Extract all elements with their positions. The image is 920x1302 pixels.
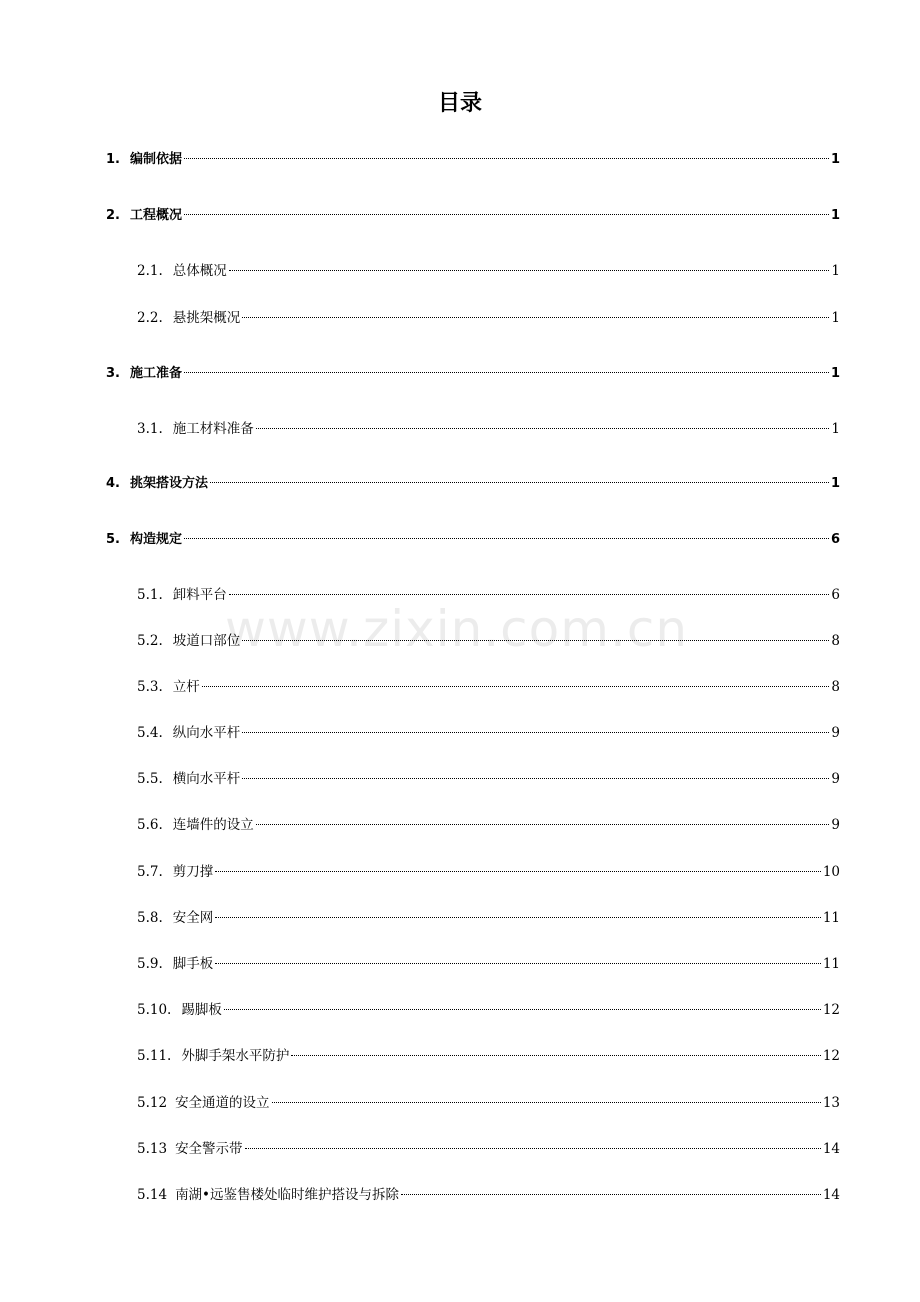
toc-number: 1.	[106, 152, 120, 167]
toc-number: 5.10.	[137, 1002, 172, 1018]
toc-leader-dots	[229, 270, 830, 271]
toc-entry-5-6[interactable]	[137, 815, 840, 835]
toc-leader-dots	[242, 317, 829, 318]
toc-entry-5-9[interactable]	[137, 954, 840, 974]
toc-leader-dots	[256, 824, 830, 825]
toc-text: 安全网	[172, 910, 214, 926]
toc-number: 3.1.	[137, 421, 163, 437]
toc-number: 5.9.	[137, 956, 163, 972]
toc-page-number: 9	[831, 817, 840, 833]
toc-number: 3.	[106, 366, 120, 381]
toc-entry-5-12[interactable]	[137, 1093, 840, 1113]
toc-text: 总体概况	[172, 263, 227, 279]
toc-leader-dots	[242, 778, 829, 779]
toc-text: 施工准备	[129, 366, 182, 381]
toc-leader-dots	[242, 640, 829, 641]
toc-number: 5.2.	[137, 633, 163, 649]
toc-entry-5-13[interactable]	[137, 1139, 840, 1159]
toc-page-number: 14	[822, 1141, 840, 1157]
toc-leader-dots	[256, 428, 830, 429]
toc-entry-3[interactable]	[106, 364, 840, 384]
toc-number: 5.13	[137, 1141, 168, 1157]
toc-page-number: 9	[831, 771, 840, 787]
toc-page-number: 1	[830, 208, 840, 223]
toc-page-number: 13	[822, 1095, 840, 1111]
toc-text: 脚手板	[172, 956, 214, 972]
toc-page-number: 1	[831, 421, 840, 437]
toc-text: 安全警示带	[175, 1141, 243, 1157]
toc-number: 4.	[106, 476, 120, 491]
toc-page-number: 1	[831, 263, 840, 279]
toc-entry-5-2[interactable]	[137, 631, 840, 651]
toc-number: 5.12	[137, 1095, 168, 1111]
toc-text: 坡道口部位	[172, 633, 241, 649]
toc-entry-1[interactable]	[106, 150, 840, 170]
toc-number: 5.	[106, 532, 120, 547]
toc-page-number: 12	[822, 1048, 840, 1064]
toc-number: 5.7.	[137, 864, 163, 880]
toc-text: 剪刀撑	[172, 864, 214, 880]
toc-leader-dots	[184, 158, 829, 159]
toc-page-number: 9	[831, 725, 840, 741]
toc-entry-5-5[interactable]	[137, 769, 840, 789]
toc-leader-dots	[210, 482, 829, 483]
toc-text: 悬挑架概况	[172, 310, 241, 326]
toc-entry-5-1[interactable]	[137, 585, 840, 605]
toc-number: 5.8.	[137, 910, 163, 926]
toc-text: 编制依据	[129, 152, 182, 167]
toc-page-number: 1	[831, 310, 840, 326]
toc-number: 5.5.	[137, 771, 163, 787]
toc-text: 纵向水平杆	[172, 725, 241, 741]
toc-entry-5-10[interactable]	[137, 1000, 840, 1020]
toc-page-number: 11	[822, 910, 840, 926]
toc-entry-5-7[interactable]	[137, 862, 840, 882]
toc-leader-dots	[184, 214, 829, 215]
toc-entry-5-8[interactable]	[137, 908, 840, 928]
toc-text: 立杆	[172, 679, 200, 695]
toc-text: 工程概况	[129, 208, 182, 223]
toc-number: 5.4.	[137, 725, 163, 741]
toc-number: 2.1.	[137, 263, 163, 279]
toc-leader-dots	[184, 372, 829, 373]
toc-text: 横向水平杆	[172, 771, 241, 787]
toc-number: 5.1.	[137, 587, 163, 603]
toc-leader-dots	[245, 1148, 821, 1149]
toc-page-number: 1	[830, 366, 840, 381]
toc-text: 踢脚板	[181, 1002, 222, 1018]
toc-page-number: 8	[831, 633, 840, 649]
toc-entry-5-11[interactable]	[137, 1046, 840, 1066]
toc-entry-5[interactable]	[106, 530, 840, 550]
toc-page-number: 1	[830, 476, 840, 491]
toc-leader-dots	[215, 917, 821, 918]
toc-entry-3-1[interactable]	[137, 419, 840, 439]
toc-leader-dots	[242, 732, 829, 733]
toc-entry-5-14[interactable]	[137, 1185, 840, 1205]
toc-entry-2-1[interactable]	[137, 261, 840, 281]
toc-page-number: 8	[831, 679, 840, 695]
toc-entry-2[interactable]	[106, 206, 840, 226]
toc-number: 5.11.	[137, 1048, 172, 1064]
toc-number: 2.2.	[137, 310, 163, 326]
toc-number: 5.14	[137, 1187, 168, 1203]
toc-leader-dots	[224, 1009, 821, 1010]
toc-entry-2-2[interactable]	[137, 308, 840, 328]
toc-leader-dots	[229, 594, 830, 595]
toc-page-number: 11	[822, 956, 840, 972]
toc-leader-dots	[202, 686, 830, 687]
watermark: www.zixin.com.cn	[225, 600, 689, 658]
toc-entry-4[interactable]	[106, 474, 840, 494]
toc-text: 卸料平台	[172, 587, 227, 603]
toc-leader-dots	[215, 871, 821, 872]
toc-page-number: 6	[831, 587, 840, 603]
toc-entry-5-4[interactable]	[137, 723, 840, 743]
toc-number: 5.3.	[137, 679, 163, 695]
toc-text: 挑架搭设方法	[129, 476, 208, 491]
toc-leader-dots	[215, 963, 821, 964]
toc-leader-dots	[291, 1055, 820, 1056]
toc-page-number: 1	[830, 152, 840, 167]
toc-leader-dots	[401, 1194, 821, 1195]
toc-text: 南湖•远鉴售楼处临时维护搭设与拆除	[175, 1187, 400, 1203]
toc-page-number: 10	[822, 864, 840, 880]
toc-leader-dots	[184, 538, 829, 539]
toc-text: 构造规定	[129, 532, 182, 547]
toc-page-number: 12	[822, 1002, 840, 1018]
toc-page-number: 14	[822, 1187, 840, 1203]
toc-text: 外脚手架水平防护	[181, 1048, 290, 1064]
toc-page-number: 6	[830, 532, 840, 547]
toc-entry-5-3[interactable]	[137, 677, 840, 697]
page-title: 目录	[437, 91, 482, 116]
toc-text: 施工材料准备	[172, 421, 254, 437]
toc-number: 5.6.	[137, 817, 163, 833]
toc-number: 2.	[106, 208, 120, 223]
toc-text: 连墙件的设立	[172, 817, 254, 833]
toc-text: 安全通道的设立	[175, 1095, 270, 1111]
toc-leader-dots	[272, 1102, 821, 1103]
